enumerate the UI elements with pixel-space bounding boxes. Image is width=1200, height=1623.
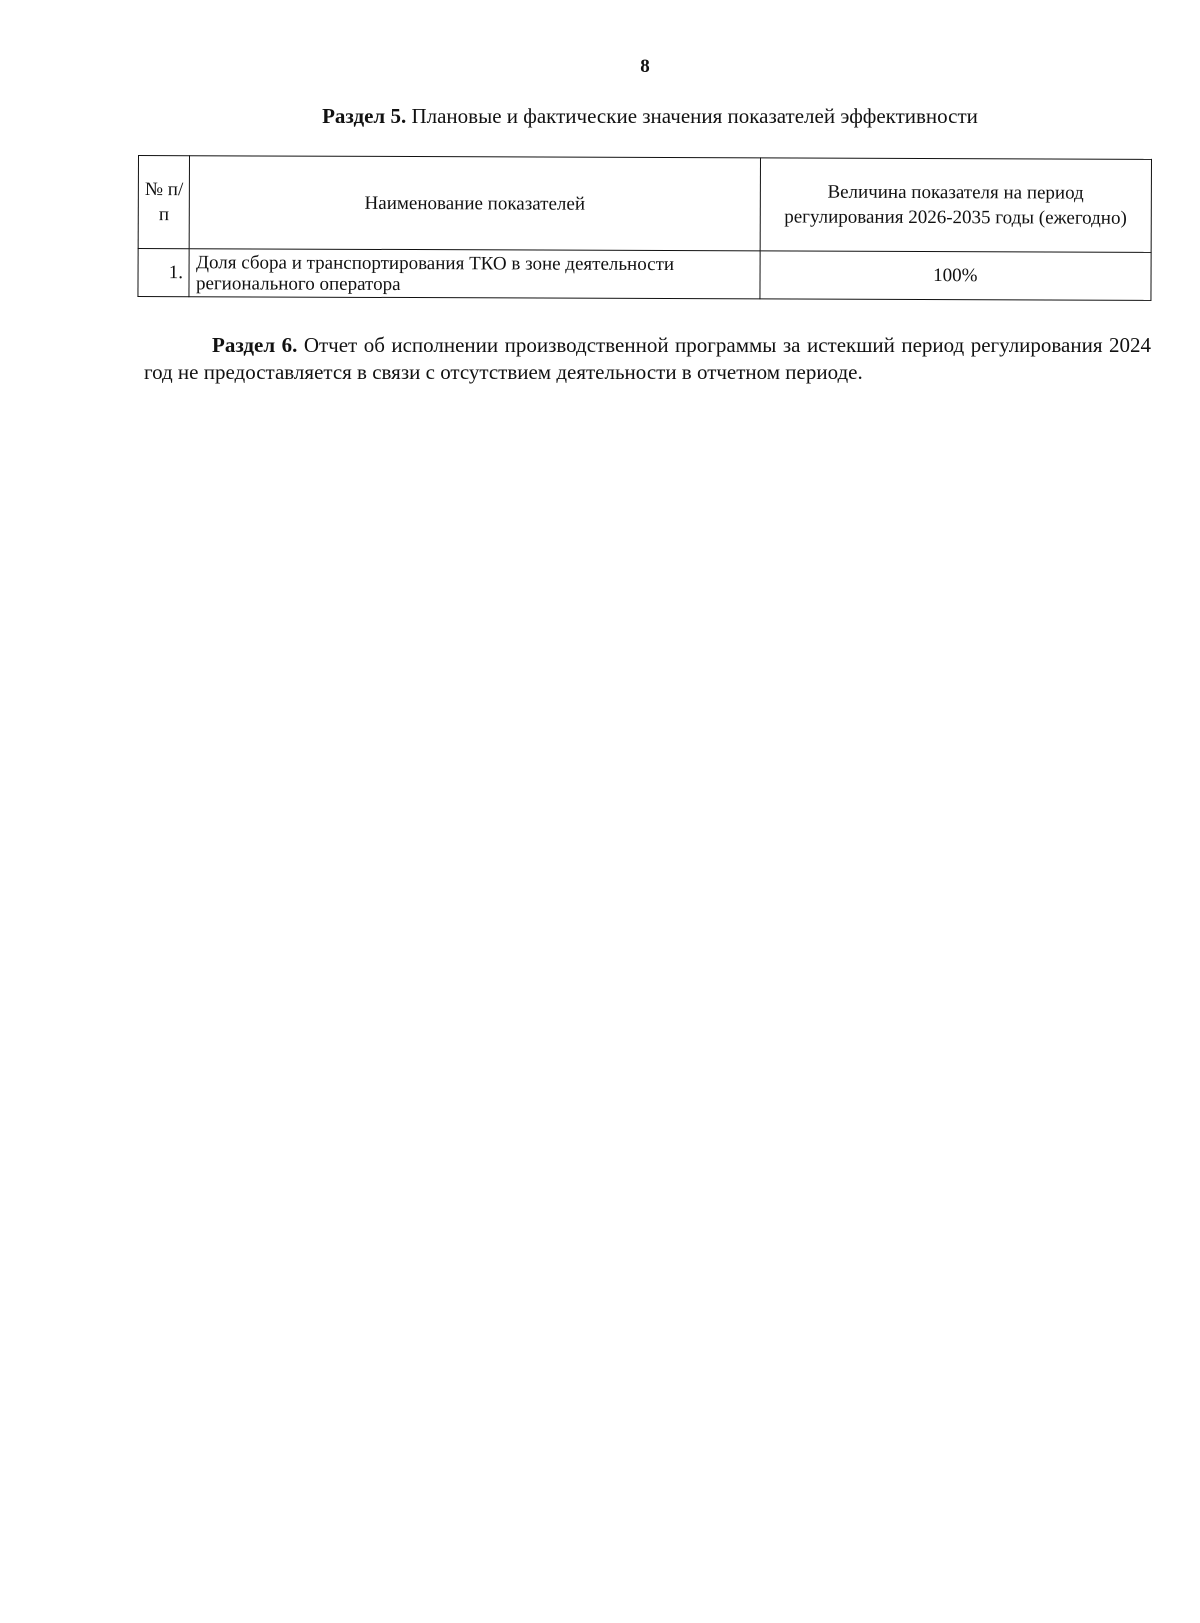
section-5-title-text: Плановые и фактические значения показателей эффективности (411, 104, 978, 128)
row-num: 1. (138, 249, 190, 297)
section-6-label: Раздел 6. (212, 333, 298, 357)
header-value: Величина показателя на период регулирования 2026-2035 годы (ежегодно) (760, 158, 1152, 253)
row-name: Доля сбора и транспортирования ТКО в зоне деятельности регионального оператора (189, 249, 759, 299)
table-header-row (138, 156, 1151, 253)
section-6-text: Отчет об исполнении производственной программы за истекший период регулирования 2024 год не предоставляется в связи с отсутствием деятельности в отчетном периоде. (144, 333, 1151, 384)
table-row (138, 249, 1151, 301)
indicators-table (137, 155, 1152, 301)
header-num: № п/п (138, 156, 190, 249)
row-value: 100% (759, 251, 1151, 301)
header-name: Наименование показателей (190, 156, 760, 251)
section-6-paragraph (144, 332, 1151, 386)
section-5-label: Раздел 5. (322, 104, 407, 128)
page-number: 8 (640, 56, 650, 77)
section-5-title (0, 104, 1200, 129)
